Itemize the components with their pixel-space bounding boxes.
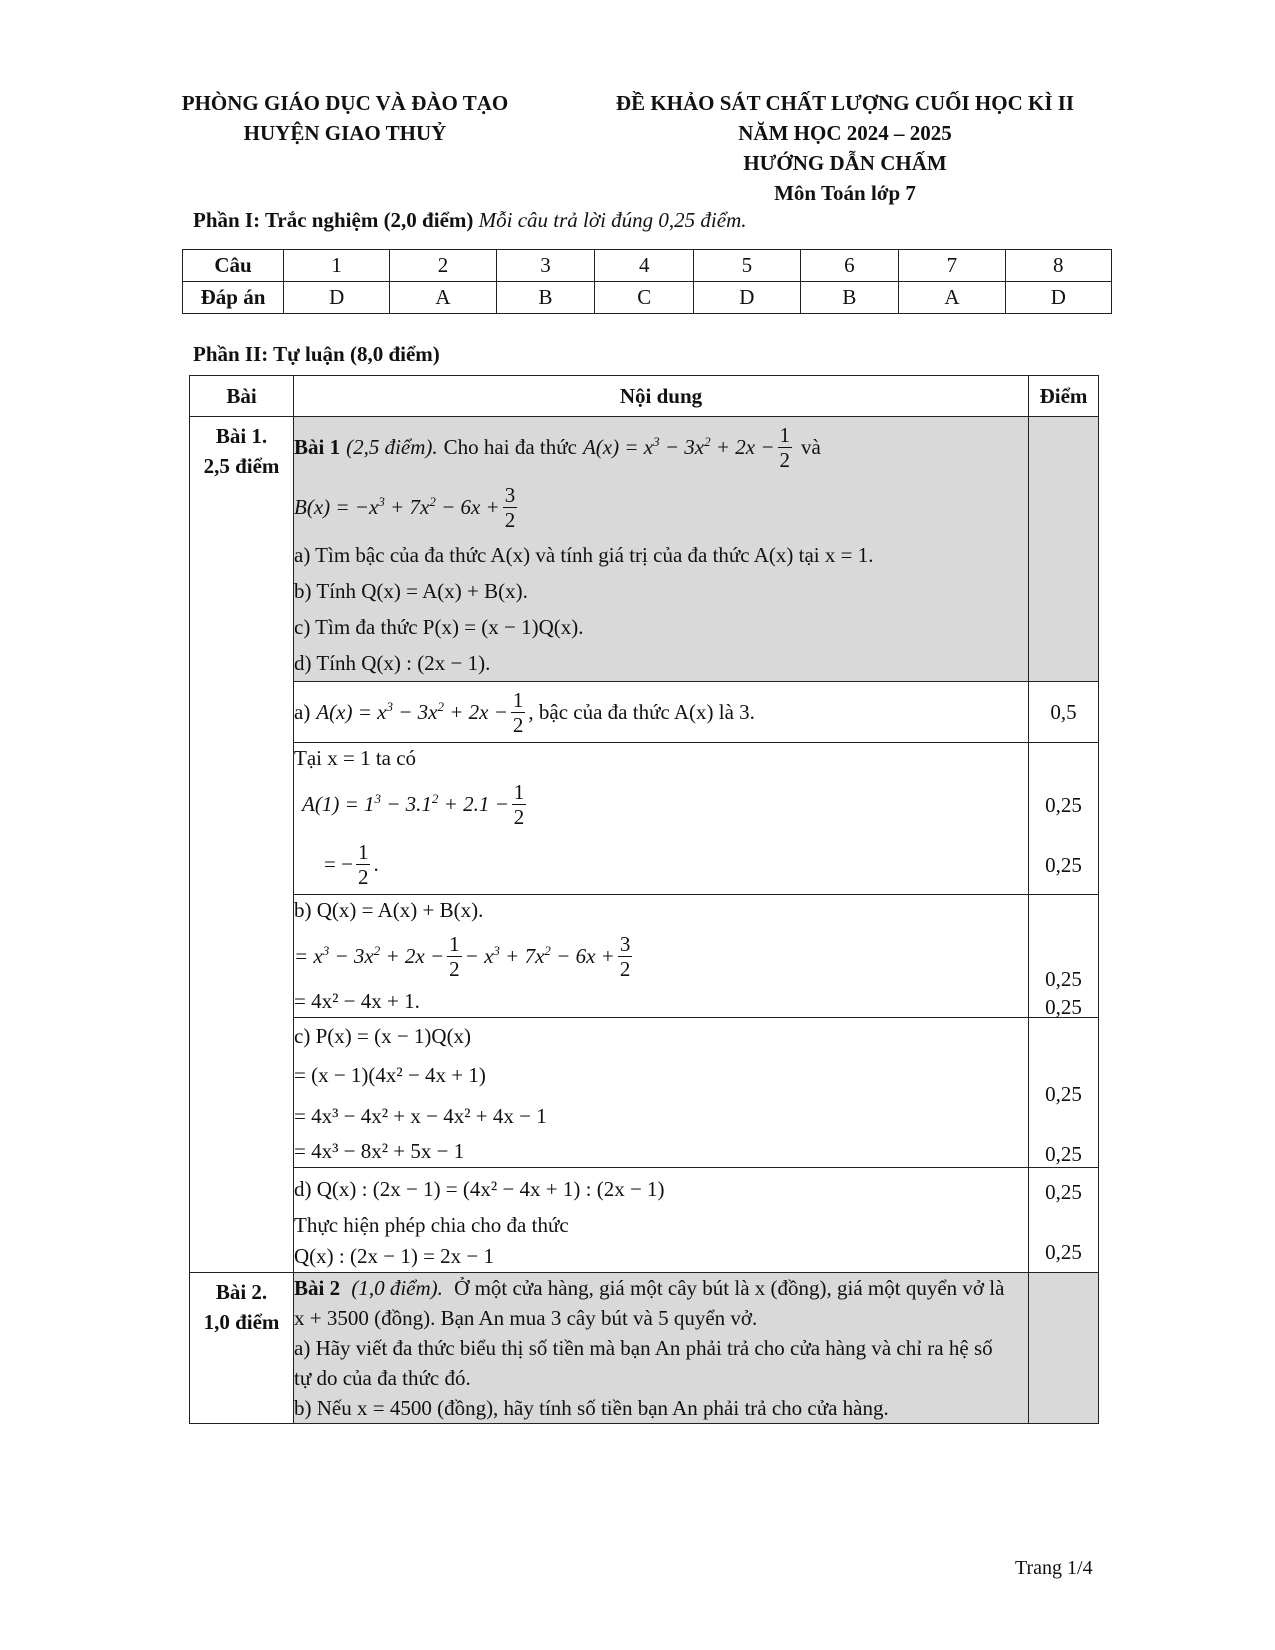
solution-a-prefix: a): [294, 699, 311, 724]
question-number: 5: [694, 250, 800, 282]
fraction-three-halves: $\frac{3}{2}$: [504, 482, 516, 532]
solution-a-line: [294, 682, 1028, 742]
solution-d-point1: 0,25: [1045, 1180, 1082, 1204]
question-number: 3: [496, 250, 595, 282]
grading-guide-title: HƯỚNG DẪN CHẤM: [743, 151, 947, 175]
bai2-question-a-line1: a) Hãy viết đa thức biểu thị số tiền mà bạn An phải trả cho cửa hàng và chỉ ra hệ số: [294, 1336, 993, 1360]
bai1-question-b: b) Tính Q(x) = A(x) + B(x).: [294, 578, 528, 603]
bai1-label-line2: 2,5 điểm: [203, 454, 280, 478]
answer-cell: A: [899, 282, 1005, 314]
essay-header-row: [190, 376, 1099, 417]
question-number: 2: [390, 250, 496, 282]
bai1-question-d: d) Tính Q(x) : (2x − 1).: [294, 650, 491, 675]
bai2-prompt-italic: (1,0 điểm).: [351, 1276, 443, 1300]
solution-a2-intro: Tại x = 1 ta có: [294, 746, 417, 770]
solution-b-point2: 0,25: [1045, 995, 1082, 1019]
bai1-solution-c: [294, 1018, 1029, 1168]
solution-d-line1: d) Q(x) : (2x − 1) = (4x² − 4x + 1) : (2x − 1): [294, 1176, 665, 1201]
solution-d-points: [1029, 1168, 1099, 1273]
bai2-prompt-text1: Ở một cửa hàng, giá một cây bút là x (đồng), giá một quyển vở là: [454, 1276, 1005, 1300]
solution-c-line4: = 4x³ − 8x² + 5x − 1: [294, 1139, 465, 1163]
answer-cell: D: [1005, 282, 1111, 314]
fraction-one-half: $\frac{1}{2}$: [513, 779, 525, 829]
col-points-header: Điểm: [1029, 376, 1099, 417]
bai2-label-line1: Bài 2.: [215, 1280, 268, 1304]
solution-a2-formula: $A(1) = 1^3 - 3.1^2 + 2.1$ −: [302, 791, 509, 816]
bai1-question-a: a) Tìm bậc của đa thức A(x) và tính giá trị của đa thức A(x) tại x = 1.: [294, 542, 874, 567]
district-name: HUYỆN GIAO THUỶ: [243, 121, 447, 145]
solution-a-suffix: , bậc của đa thức A(x) là 3.: [528, 699, 755, 724]
bai2-question-a-line2: tự do của đa thức đó.: [294, 1366, 471, 1390]
essay-table: [189, 375, 1099, 1424]
bai2-prompt-row: [190, 1273, 1099, 1424]
formula-a-definition: $A(x) = x^3 - 3x^2 + 2x$ −: [582, 434, 775, 459]
bai2-label: [190, 1273, 294, 1424]
bai1-label: [190, 417, 294, 1273]
question-label: Câu: [183, 250, 284, 282]
bai1-solution-b-row: [190, 895, 1099, 1018]
solution-b-point1: 0,25: [1045, 967, 1082, 991]
part1-note: Mỗi câu trả lời đúng 0,25 điểm.: [478, 208, 747, 232]
bai1-prompt-bold: Bài 1: [294, 434, 341, 459]
bai1-prompt: [294, 417, 1029, 682]
solution-d-line2: Thực hiện phép chia cho đa thức: [294, 1213, 569, 1237]
subject-name: Môn Toán lớp 7: [774, 181, 916, 205]
page-number: Trang 1/4: [1015, 1557, 1093, 1579]
header-right: [585, 88, 1105, 208]
solution-a2-point1: 0,25: [1045, 793, 1082, 817]
bai1-prompt-line: [294, 417, 1028, 477]
col-content-header: Nội dung: [294, 376, 1029, 417]
bai1-solution-a-row: [190, 682, 1099, 743]
answer-cell: B: [496, 282, 595, 314]
bai2-label-line2: 1,0 điểm: [203, 1310, 280, 1334]
bai1-prompt-row: [190, 417, 1099, 682]
fraction-one-half: $\frac{1}{2}$: [779, 422, 790, 472]
bai2-prompt-points: [1029, 1273, 1099, 1424]
solution-d-point2: 0,25: [1045, 1240, 1082, 1264]
solution-d-line3: Q(x) : (2x − 1) = 2x − 1: [294, 1244, 495, 1268]
and-word: và: [801, 434, 821, 459]
solution-a2-calc: [294, 774, 1028, 834]
bai1-prompt-text: Cho hai đa thức: [443, 434, 577, 459]
question-number: 1: [284, 250, 390, 282]
equals-minus-sign: = −: [324, 851, 353, 876]
bai1-solution-b: [294, 895, 1029, 1018]
multiple-choice-table: [182, 249, 1112, 314]
part2-heading: Phần II: Tự luận (8,0 điểm): [193, 342, 440, 366]
solution-c-line1: c) P(x) = (x − 1)Q(x): [294, 1023, 472, 1048]
bai1-solution-c-row: [190, 1018, 1099, 1168]
bai2-question-b: b) Nếu x = 4500 (đồng), hãy tính số tiền bạn An phải trả cho cửa hàng.: [294, 1396, 889, 1420]
part2-title: [193, 342, 440, 367]
bai1-solution-a2-row: [190, 743, 1099, 895]
solution-c-point1: 0,25: [1045, 1082, 1082, 1106]
solution-c-line2: = (x − 1)(4x² − 4x + 1): [294, 1062, 486, 1087]
fraction-one-half: $\frac{1}{2}$: [357, 839, 369, 889]
fraction-one-half: $\frac{1}{2}$: [449, 931, 460, 981]
answer-label: Đáp án: [183, 282, 284, 314]
fraction-three-halves: $\frac{3}{2}$: [619, 931, 631, 981]
question-number: 6: [800, 250, 899, 282]
question-number: 7: [899, 250, 1005, 282]
part1-title: [193, 208, 747, 233]
solution-b-expansion: = $x^3 - 3x^2 + 2x$ −: [294, 943, 445, 968]
solution-a2-points: [1029, 743, 1099, 895]
bai1-solution-a2: [294, 743, 1029, 895]
answer-cell: D: [284, 282, 390, 314]
answer-cell: D: [694, 282, 800, 314]
solution-c-line3: = 4x³ − 4x² + x − 4x² + 4x − 1: [294, 1103, 547, 1128]
bai1-solution-a: [294, 682, 1029, 743]
col-bai-header: Bài: [190, 376, 294, 417]
question-number: 8: [1005, 250, 1111, 282]
solution-a-points: 0,5: [1029, 682, 1099, 743]
bai1-prompt-italic: (2,5 điểm).: [346, 434, 438, 459]
header-left: [160, 88, 530, 148]
answer-cell: B: [800, 282, 899, 314]
bai1-question-c: c) Tìm đa thức P(x) = (x − 1)Q(x).: [294, 614, 584, 639]
answer-cell: A: [390, 282, 496, 314]
answer-cell: C: [595, 282, 694, 314]
bai1-label-line1: Bài 1.: [215, 424, 268, 448]
solution-b-points: [1029, 895, 1099, 1018]
bai2-prompt-text2: x + 3500 (đồng). Bạn An mua 3 cây bút và 5 quyển vở.: [294, 1306, 758, 1330]
question-row: [183, 250, 1112, 282]
solution-b-line3: = 4x² − 4x + 1.: [294, 989, 420, 1013]
part1-heading: Phần I: Trắc nghiệm (2,0 điểm): [193, 208, 474, 232]
bai1-prompt-points: [1029, 417, 1099, 682]
formula-b-definition: $B(x) = -x^3 + 7x^2 - 6x$ +: [294, 494, 500, 519]
department-name: PHÒNG GIÁO DỤC VÀ ĐÀO TẠO: [181, 91, 509, 115]
school-year: NĂM HỌC 2024 – 2025: [738, 121, 952, 145]
bai1-solution-d-row: [190, 1168, 1099, 1273]
solution-b-line1: b) Q(x) = A(x) + B(x).: [294, 898, 484, 922]
solution-a2-result: = − $\frac{1}{2}$ .: [324, 839, 379, 889]
bai1-solution-d: [294, 1168, 1029, 1273]
bai2-prompt: [294, 1273, 1029, 1424]
solution-b-expansion-part2: − $x^3 + 7x^2 - 6x$ +: [464, 943, 615, 968]
solution-c-points: [1029, 1018, 1099, 1168]
exam-title: ĐỀ KHẢO SÁT CHẤT LƯỢNG CUỐI HỌC KÌ II: [615, 91, 1075, 115]
solution-b-line2: [294, 926, 1028, 986]
question-number: 4: [595, 250, 694, 282]
answer-row: [183, 282, 1112, 314]
fraction-one-half: $\frac{1}{2}$: [512, 687, 524, 737]
solution-c-point2: 0,25: [1045, 1142, 1082, 1166]
solution-a-formula: $A(x) = x^3 - 3x^2 + 2x$ −: [316, 699, 508, 724]
solution-a2-point2: 0,25: [1045, 853, 1082, 877]
bai1-formula-b-line: [294, 477, 1028, 537]
bai2-prompt-bold: Bài 2: [294, 1276, 341, 1300]
bai2-prompt-line1: [294, 1273, 1028, 1303]
